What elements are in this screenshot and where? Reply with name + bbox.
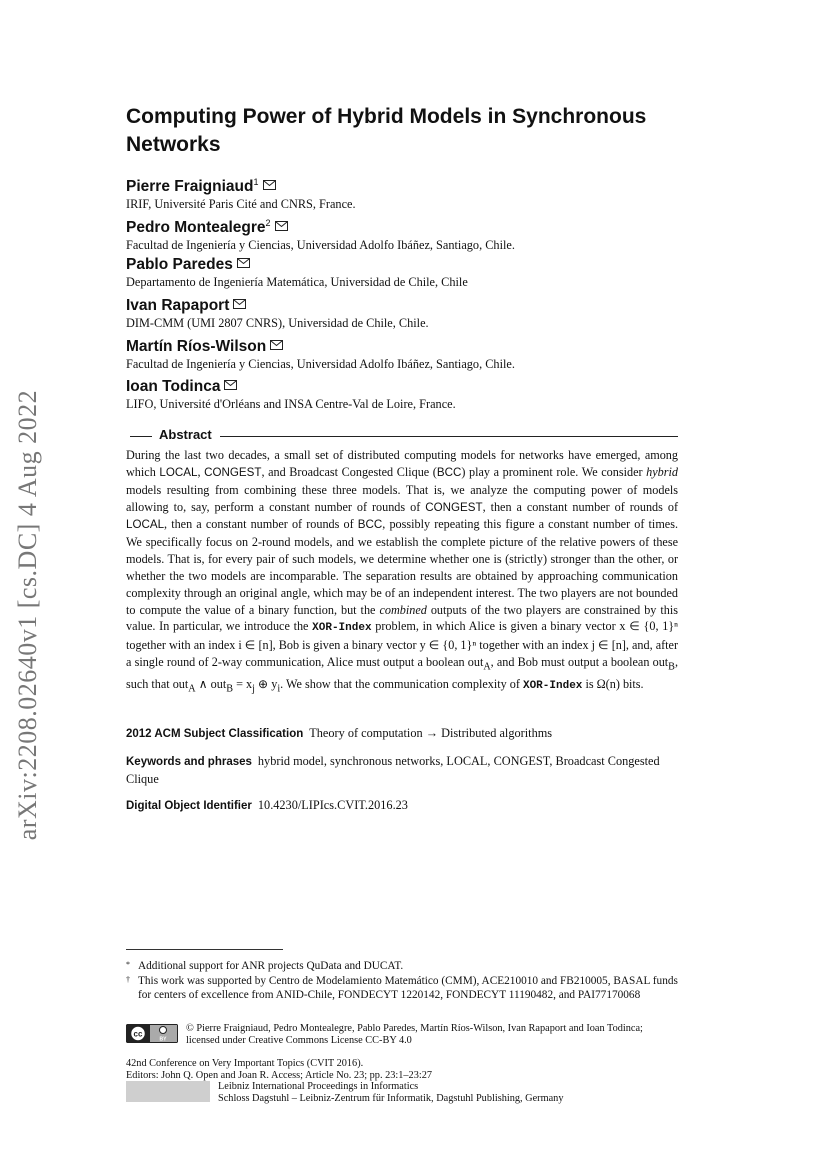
abstract-rule-left [130,436,152,437]
author-affiliation: DIM-CMM (UMI 2807 CNRS), Universidad de Chile, Chile. [126,316,429,330]
abstract-label: Abstract [159,427,212,442]
email-icon[interactable] [237,258,250,268]
author-block [126,296,429,331]
keywords: Keywords and phrases hybrid model, synchronous networks, LOCAL, CONGEST, Broadcast Congested Clique [126,754,660,786]
author-affiliation: IRIF, Université Paris Cité and CNRS, France. [126,197,356,212]
author-block [126,377,456,412]
abstract-body: During the last two decades, a small set of distributed computing models for networks have emerged, among which LOCAL, CONGEST, and Broadcast Congested Clique (BCC) play a prominent role. We consider hybrid models resulting from combining these three models. That is, we analyze the computing power of models allowing to, say, perform a constant number of rounds of CONGEST, then a constant number of rounds of LOCAL, then a constant number of rounds of BCC, possibly repeating this figure a constant number of times. We specifically focus on 2-round models, and we establish the complete picture of the relative powers of these models. That is, for every pair of such models, we determine whether one is (strictly) stronger than the other, or whether the two models are incomparable. The separation results are obtained by approaching communication complexity through an original angle, which may be of an independent interest. The two players are not bounded to compute the value of a binary function, but the combined outputs of the two players are constrained by this value. In particular, we introduce the XOR-Index problem, in which Alice is given a binary vector x ∈ {0, 1}ⁿ together with an index i ∈ [n], Bob is given a binary vector y ∈ {0, 1}ⁿ together with an index j ∈ [n], and, after a single round of 2-way communication, Alice must output a boolean out$_A$, and Bob must output a boolean out$_B$, such that out$_A$ ∧ $out_B = x_j$ ⊕ $y_i$. We show that the communication complexity of XOR-Index is Ω(n) bits. [126,448,679,695]
footnote-rule [126,949,283,950]
license-text [186,1023,676,1047]
author-affiliation: Departamento de Ingeniería Matemática, Universidad de Chile, Chile [126,275,468,289]
by-badge-text: BY [159,1036,167,1043]
author-footnote-mark: 1 [253,177,259,187]
publisher-info: Leibniz International Proceedings in Informatics Schloss Dagstuhl – Leibniz-Zentrum für Informatik, Dagstuhl Publishing, Germany [218,1081,564,1104]
abstract-heading [126,427,678,445]
author-name: Pablo Paredes [126,256,233,273]
author-block [126,255,468,290]
email-icon[interactable] [224,380,237,390]
cc-by-license-badge[interactable] [126,1024,178,1043]
email-icon[interactable] [233,299,246,309]
author-block [126,214,515,253]
lipics-logo [126,1081,210,1102]
cc-badge-text: cc [133,1029,143,1039]
abstract-rule-right [220,436,678,437]
copyright-line: © Pierre Fraigniaud, Pedro Montealegre, Pablo Paredes, Martín Ríos-Wilson, Ivan Rapaport and Ioan Todinca; [186,1023,643,1034]
author-affiliation: Facultad de Ingeniería y Ciencias, Universidad Adolfo Ibáñez, Santiago, Chile. [126,357,515,371]
email-icon[interactable] [263,180,276,190]
author-block [126,337,515,372]
author-block [126,173,356,212]
author-footnote-mark: 2 [265,218,271,228]
doi-link[interactable]: 10.4230/LIPIcs.CVIT.2016.23 [257,798,408,812]
license-line: licensed under Creative Commons License CC-BY 4.0 [186,1035,412,1047]
paper-title: Computing Power of Hybrid Models in Synchronous Networks [126,105,647,156]
author-affiliation: Facultad de Ingeniería y Ciencias, Universidad Adolfo Ibáñez, Santiago, Chile. [126,238,515,253]
author-name: Pierre Fraigniaud [126,178,254,196]
doi: Digital Object Identifier 10.4230/LIPIcs.CVIT.2016.23 [126,798,408,812]
email-icon[interactable] [270,340,283,350]
email-icon[interactable] [275,221,288,231]
author-name: Ivan Rapaport [126,297,230,314]
author-name: Pedro Montealegre [126,219,266,237]
arxiv-side-label: arXiv:2208.02640v1 [cs.DC] 4 Aug 2022 [13,389,42,841]
conference-info: 42nd Conference on Very Important Topics (CVIT 2016). Editors: John Q. Open and Joan R. Access; Article No. 23; pp. 23:1–23:27 [126,1058,433,1082]
author-name: Ioan Todinca [126,378,221,395]
author-name: Martín Ríos-Wilson [126,338,267,355]
acm-classification: 2012 ACM Subject Classification Theory of computation → Distributed algorithms [126,726,553,740]
author-affiliation: LIFO, Université d'Orléans and INSA Centre-Val de Loire, France. [126,397,456,411]
